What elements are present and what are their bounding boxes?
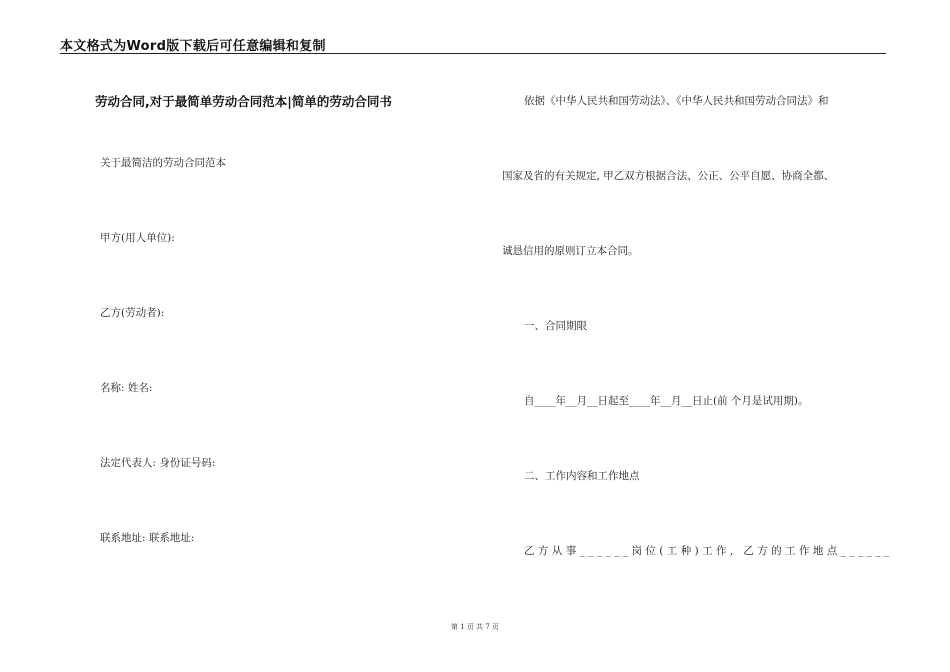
right-line-work-post: 乙方从事______岗位(工种)工作, 乙方的工作地点______: [524, 545, 893, 557]
left-line-party-b: 乙方(劳动者):: [100, 307, 165, 319]
page-footer: 第 1 页 共 7 页: [450, 623, 500, 631]
page-header: [60, 34, 886, 54]
right-line-term-dates: 自____年__月__日起至____年__月__日止(前 个月是试用期)。: [524, 395, 809, 407]
left-line-party-a: 甲方(用人单位):: [100, 232, 175, 244]
section-heading-term: 一、合同期限: [524, 320, 587, 332]
left-line-representative: 法定代表人: 身份证号码:: [100, 457, 216, 469]
right-line-principle: 诚恳信用的原则订立本合同。: [502, 245, 639, 257]
left-line-name: 名称: 姓名:: [100, 382, 153, 394]
header-title: 本文格式为Word版下载后可任意编辑和复制: [60, 39, 326, 54]
right-line-regulations: 国家及省的有关规定, 甲乙双方根据合法、公正、公平自愿、协商全都、: [502, 170, 835, 182]
document-title: 劳动合同,对于最简单劳动合同范本|简单的劳动合同书: [95, 94, 392, 109]
right-line-basis: 依据《中华人民共和国劳动法》、《中华人民共和国劳动合同法》和: [524, 95, 829, 107]
section-heading-work: 二、工作内容和工作地点: [524, 470, 640, 482]
left-line-address: 联系地址: 联系地址:: [100, 532, 195, 544]
left-line-heading: 关于最简洁的劳动合同范本: [100, 157, 226, 169]
